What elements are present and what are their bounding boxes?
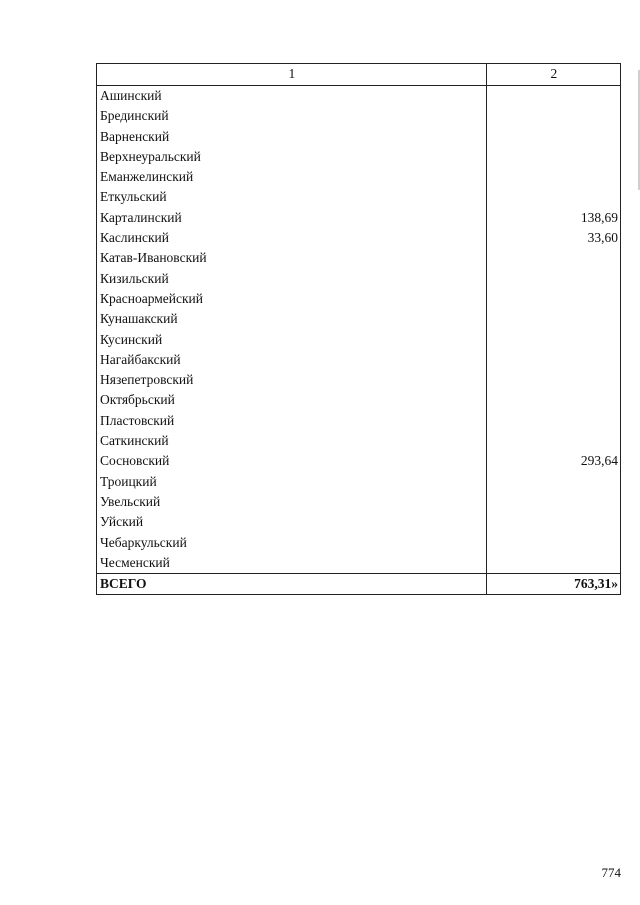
- table-row: [97, 492, 621, 512]
- column-header-2: 2: [486, 64, 620, 86]
- district-name: Каслинский: [97, 228, 487, 248]
- table-row: [97, 106, 621, 126]
- district-name: Ашинский: [97, 86, 487, 107]
- district-value: [486, 370, 620, 390]
- district-value: [486, 330, 620, 350]
- table-row: [97, 553, 621, 574]
- district-name: Верхнеуральский: [97, 147, 487, 167]
- district-value: [486, 86, 620, 107]
- district-value: [486, 411, 620, 431]
- district-value: [486, 106, 620, 126]
- district-value: [486, 289, 620, 309]
- district-name: Карталинский: [97, 208, 487, 228]
- table-header-row: [97, 64, 621, 86]
- district-name: Еткульский: [97, 187, 487, 207]
- district-name: Октябрьский: [97, 390, 487, 410]
- table-row: [97, 533, 621, 553]
- district-name: Увельский: [97, 492, 487, 512]
- page-number: 774: [601, 865, 621, 880]
- table-row: [97, 330, 621, 350]
- table-row: [97, 472, 621, 492]
- table-row: [97, 350, 621, 370]
- district-value: [486, 147, 620, 167]
- district-name: Чебаркульский: [97, 533, 487, 553]
- total-row: [97, 574, 621, 595]
- district-name: Кунашакский: [97, 309, 487, 329]
- district-value: [486, 309, 620, 329]
- table-row: [97, 289, 621, 309]
- district-value: [486, 431, 620, 451]
- district-value: 293,64: [486, 451, 620, 471]
- table-row: [97, 411, 621, 431]
- table-row: [97, 309, 621, 329]
- table-row: [97, 228, 621, 248]
- table-body: [97, 86, 621, 574]
- district-name: Саткинский: [97, 431, 487, 451]
- table-row: [97, 370, 621, 390]
- district-name: Красноармейский: [97, 289, 487, 309]
- data-table: [96, 63, 621, 595]
- district-name: Еманжелинский: [97, 167, 487, 187]
- table-row: [97, 208, 621, 228]
- district-name: Троицкий: [97, 472, 487, 492]
- district-value: [486, 492, 620, 512]
- total-label: ВСЕГО: [97, 574, 487, 595]
- district-name: Чесменский: [97, 553, 487, 574]
- district-value: [486, 269, 620, 289]
- district-name: Пластовский: [97, 411, 487, 431]
- district-name: Варненский: [97, 127, 487, 147]
- district-name: Катав-Ивановский: [97, 248, 487, 268]
- district-value: [486, 167, 620, 187]
- table-row: [97, 512, 621, 532]
- table-row: [97, 167, 621, 187]
- district-name: Кусинский: [97, 330, 487, 350]
- table-row: [97, 451, 621, 471]
- table-row: [97, 86, 621, 107]
- district-value: [486, 390, 620, 410]
- table-row: [97, 127, 621, 147]
- district-value: [486, 350, 620, 370]
- table-row: [97, 431, 621, 451]
- district-name: Уйский: [97, 512, 487, 532]
- table-row: [97, 187, 621, 207]
- district-value: [486, 512, 620, 532]
- district-value: [486, 187, 620, 207]
- district-value: [486, 533, 620, 553]
- district-value: 138,69: [486, 208, 620, 228]
- table-row: [97, 269, 621, 289]
- district-name: Нязепетровский: [97, 370, 487, 390]
- district-value: [486, 127, 620, 147]
- total-value: 763,31»: [486, 574, 620, 595]
- district-name: Сосновский: [97, 451, 487, 471]
- district-value: [486, 472, 620, 492]
- district-name: Брединский: [97, 106, 487, 126]
- district-value: [486, 248, 620, 268]
- table-row: [97, 390, 621, 410]
- district-name: Нагайбакский: [97, 350, 487, 370]
- district-value: 33,60: [486, 228, 620, 248]
- district-value: [486, 553, 620, 574]
- table-row: [97, 147, 621, 167]
- district-name: Кизильский: [97, 269, 487, 289]
- column-header-1: 1: [97, 64, 487, 86]
- table-row: [97, 248, 621, 268]
